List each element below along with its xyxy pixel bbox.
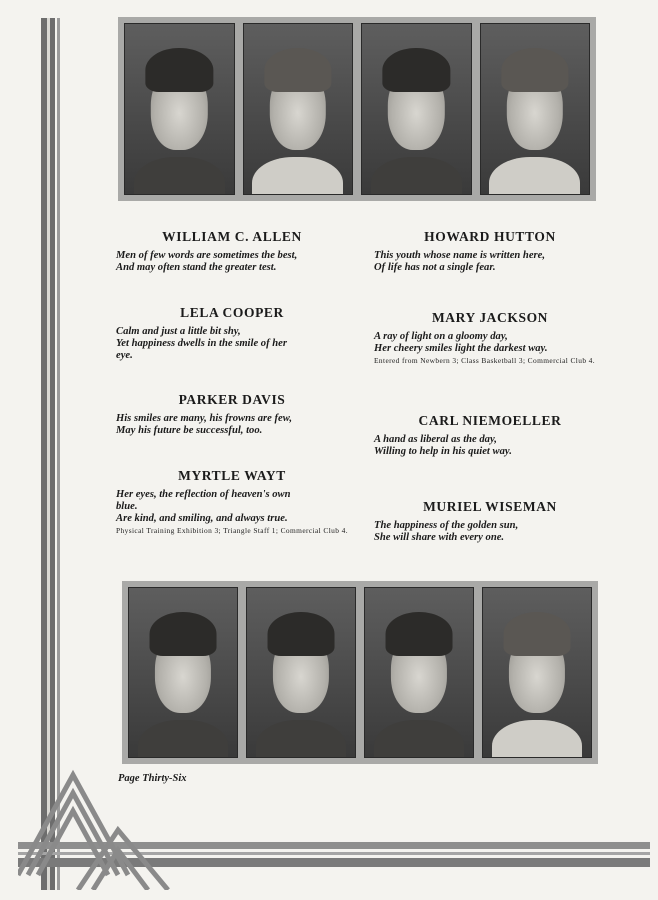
student-name: MYRTLE WAYT [178, 468, 286, 483]
student-verse: A hand as liberal as the day, Willing to help in his quiet way. [374, 434, 512, 457]
portrait-photo [124, 23, 235, 195]
student-activities: Entered from Newbern 3; Class Basketball 3; Commercial Club 4. [374, 356, 596, 365]
page-number-label: Page Thirty-Six [118, 773, 187, 784]
student-verse: Her eyes, the reflection of heaven's own blue. Are kind, and smiling, and always true. [116, 489, 291, 524]
student-name: WILLIAM C. ALLEN [162, 229, 302, 244]
student-verse: This youth whose name is written here, Of life has not a single fear. [374, 250, 546, 273]
entry-parker-davis [116, 392, 348, 437]
bottom-photo-strip [122, 581, 598, 764]
portrait-photo [361, 23, 472, 195]
student-name: LELA COOPER [180, 305, 284, 320]
student-verse: The happiness of the golden sun, She will share with every one. [374, 520, 519, 543]
entry-carl-niemoeller [374, 413, 606, 458]
portrait-photo [482, 587, 592, 758]
student-verse: His smiles are many, his frowns are few, May his future be successful, too. [116, 413, 293, 436]
student-name: MURIEL WISEMAN [423, 499, 557, 514]
student-name: PARKER DAVIS [178, 392, 286, 407]
student-verse: Calm and just a little bit shy, Yet happiness dwells in the smile of her eye. [116, 326, 287, 361]
entry-myrtle-wayt [116, 468, 348, 535]
entry-lela-cooper [116, 305, 348, 362]
student-name: MARY JACKSON [431, 310, 549, 325]
entry-muriel-wiseman [374, 499, 606, 544]
entry-william-allen [116, 229, 348, 274]
portrait-photo [243, 23, 354, 195]
student-verse: Men of few words are sometimes the best, And may often stand the greater test. [116, 250, 298, 273]
student-name: HOWARD HUTTON [424, 229, 556, 244]
entry-mary-jackson [374, 310, 606, 365]
portrait-photo [480, 23, 591, 195]
student-verse: A ray of light on a gloomy day, Her cheery smiles light the darkest way. [374, 331, 548, 354]
portrait-photo [364, 587, 474, 758]
top-photo-strip [118, 17, 596, 201]
entry-howard-hutton [374, 229, 606, 274]
student-name: CARL NIEMOELLER [418, 413, 562, 428]
student-activities: Physical Training Exhibition 3; Triangle Staff 1; Commercial Club 4. [116, 526, 348, 535]
portrait-photo [128, 587, 238, 758]
portrait-photo [246, 587, 356, 758]
